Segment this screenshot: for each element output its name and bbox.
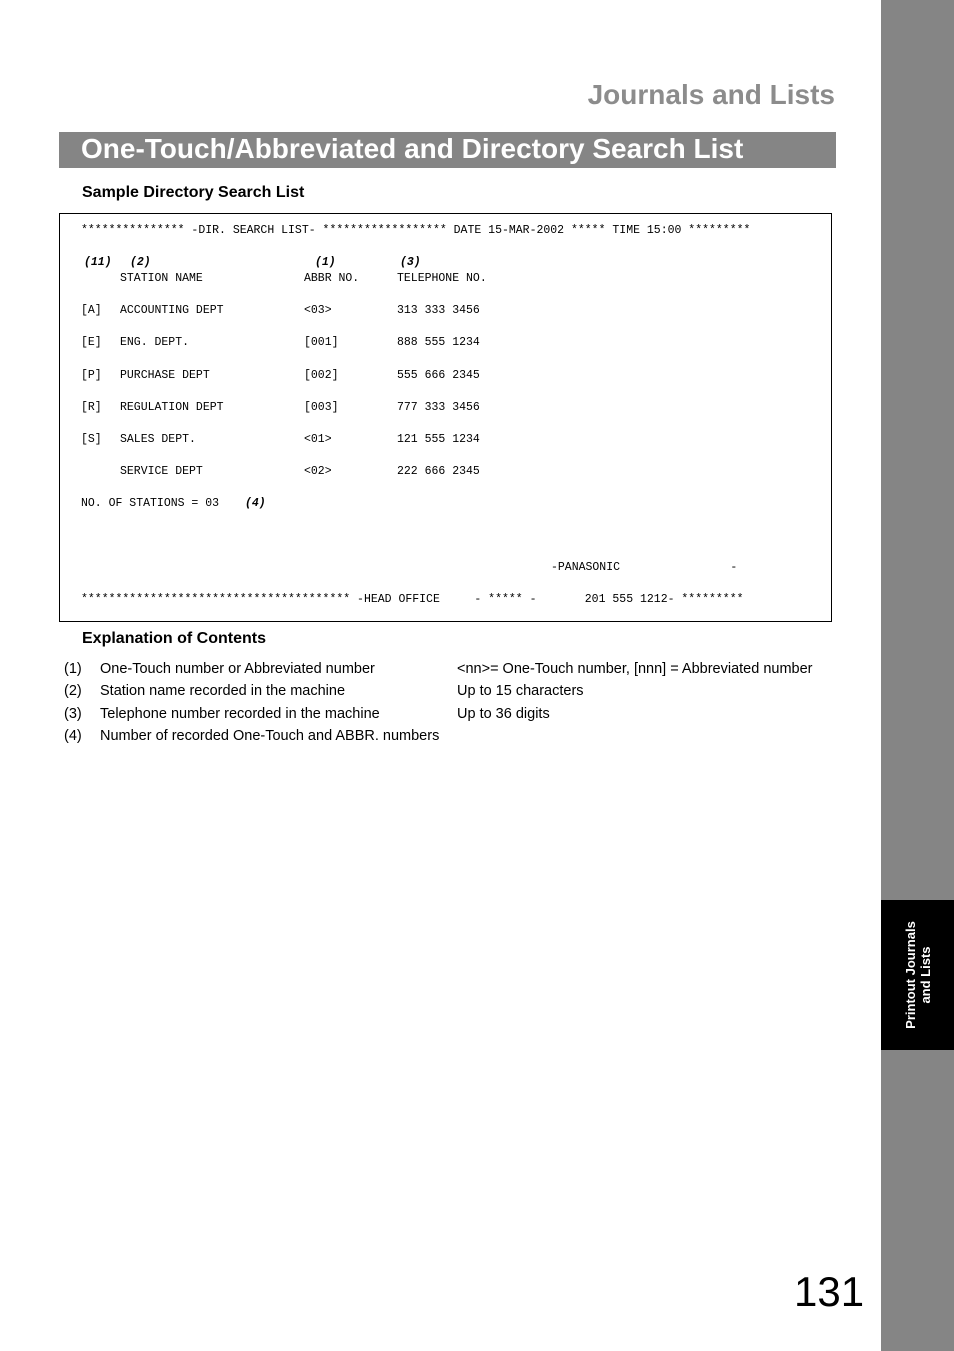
row-index: [E] (81, 336, 102, 349)
report-header-line: *************** -DIR. SEARCH LIST- ****************** DATE 15-MAR-2002 ***** TIME 15:00 ********* (81, 224, 751, 237)
sample-heading: Sample Directory Search List (82, 184, 305, 201)
callout-3: (3) (400, 256, 421, 269)
callout-1: (1) (315, 256, 336, 269)
row-name: SERVICE DEPT (120, 465, 203, 478)
side-tab-line2: and Lists (917, 946, 933, 1004)
report-footer-line: *************************************** -HEAD OFFICE - ***** - 201 555 1212- ********* (81, 593, 744, 606)
report-sample (59, 213, 832, 622)
row-abbr: <01> (304, 433, 332, 446)
side-bar (881, 0, 954, 1351)
side-tab-label (881, 900, 954, 1050)
row-tel: 222 666 2345 (397, 465, 480, 478)
row-tel: 555 666 2345 (397, 369, 480, 382)
explanation-num: (1) (64, 661, 82, 677)
col-abbr-no: ABBR NO. (304, 272, 360, 285)
row-tel: 888 555 1234 (397, 336, 480, 349)
explanation-num: (4) (64, 728, 82, 744)
row-index: [S] (81, 433, 102, 446)
row-tel: 313 333 3456 (397, 304, 480, 317)
section-title: Journals and Lists (587, 79, 835, 110)
explanation-detail: <nn>= One-Touch number, [nnn] = Abbreviated number (457, 661, 813, 677)
row-name: ACCOUNTING DEPT (120, 304, 224, 317)
explanation-desc: Station name recorded in the machine (100, 683, 346, 699)
row-index: [A] (81, 304, 102, 317)
col-station-name: STATION NAME (120, 272, 203, 285)
col-telephone-no: TELEPHONE NO. (397, 272, 487, 285)
row-name: REGULATION DEPT (120, 401, 224, 414)
row-abbr: <02> (304, 465, 332, 478)
row-abbr: [002] (304, 369, 339, 382)
explanation-desc: Telephone number recorded in the machine (100, 706, 380, 722)
explanation-num: (2) (64, 683, 82, 699)
row-name: SALES DEPT. (120, 433, 196, 446)
row-abbr: [003] (304, 401, 339, 414)
page-title-bar (59, 132, 836, 168)
row-index: [P] (81, 369, 102, 382)
callout-2: (2) (130, 256, 151, 269)
side-tab-line1: Printout Journals (902, 921, 918, 1029)
page-title: One-Touch/Abbreviated and Directory Search List (81, 133, 744, 164)
row-tel: 121 555 1234 (397, 433, 480, 446)
panasonic-line: -PANASONIC - (551, 561, 738, 574)
row-tel: 777 333 3456 (397, 401, 480, 414)
explanation-heading: Explanation of Contents (82, 630, 266, 647)
row-name: PURCHASE DEPT (120, 369, 210, 382)
explanation-num: (3) (64, 706, 82, 722)
callout-11: (11) (84, 256, 112, 269)
explanation-detail: Up to 15 characters (457, 683, 584, 699)
page-number: 131 (794, 1268, 865, 1315)
row-abbr: <03> (304, 304, 332, 317)
explanation-detail: Up to 36 digits (457, 706, 550, 722)
explanation-desc: Number of recorded One-Touch and ABBR. numbers (100, 728, 440, 744)
stations-count: NO. OF STATIONS = 03 (81, 497, 220, 510)
row-name: ENG. DEPT. (120, 336, 190, 349)
row-index: [R] (81, 401, 102, 414)
row-abbr: [001] (304, 336, 339, 349)
explanation-desc: One-Touch number or Abbreviated number (100, 661, 375, 677)
callout-4: (4) (245, 497, 266, 510)
